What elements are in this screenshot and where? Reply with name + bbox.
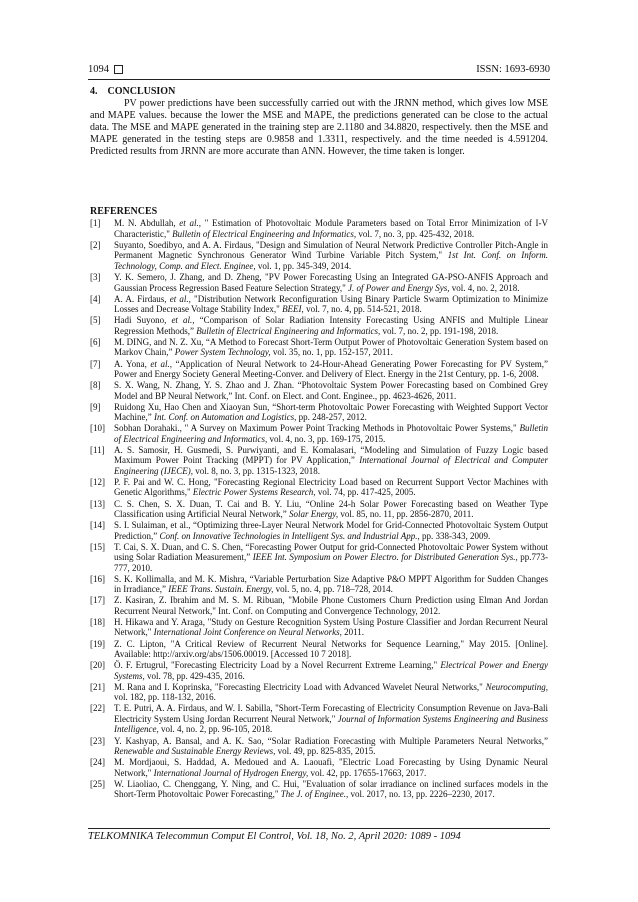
reference-segment: vol. 42, pp. 17655-17663, 2017.: [308, 767, 427, 778]
reference-number: [6]: [90, 336, 101, 347]
reference-text: [114, 402, 548, 423]
reference-number: [16]: [90, 573, 105, 584]
references-heading: REFERENCES: [90, 206, 158, 218]
reference-number: [14]: [90, 520, 105, 531]
page-header: [88, 61, 550, 77]
reference-number: [8]: [90, 380, 101, 391]
reference-text: [114, 315, 548, 336]
reference-number: [17]: [90, 595, 105, 606]
reference-number: [20]: [90, 660, 105, 671]
reference-item: [90, 779, 548, 800]
reference-source: International Journal of Electrical and Computer Engineering (IJECE),: [114, 455, 548, 476]
reference-number: [2]: [90, 240, 101, 251]
reference-segment: vol. 7, no. 4, pp. 514-521, 2018.: [303, 304, 422, 315]
reference-segment: A. A. Firdaus,: [114, 293, 170, 304]
reference-item: [90, 595, 548, 616]
reference-text: [114, 595, 548, 616]
reference-text: [114, 757, 548, 778]
reference-item: [90, 682, 548, 703]
reference-text: [114, 218, 548, 239]
reference-text: [114, 703, 548, 734]
reference-source: Electrical Power and Energy Systems,: [114, 660, 548, 681]
reference-source: International Joint Conference on Neural Networks,: [153, 627, 342, 638]
reference-item: [90, 272, 548, 293]
reference-segment: pp.773-777, 2010.: [114, 552, 548, 573]
references-list: [90, 218, 548, 799]
reference-segment: “Application of Neural Network to 24-Hour-Ahead Generating Power Forecasting for PV System,” Power and Energy Society General Meeting-Conver. and Delivery of Elect. Energy in the 21st Century, pp. 1-6, 2008.: [114, 358, 549, 379]
reference-number: [19]: [90, 638, 105, 649]
reference-text: [114, 423, 548, 444]
reference-source: J. of Power and Energy Sys,: [348, 282, 450, 293]
reference-segment: Ruidong Xu, Hao Chen and Xiaoyan Sun, “Short-term Photovoltaic Power Forecasting with Weighted Support Vector Machine,”: [114, 401, 548, 423]
header-divider: [88, 79, 550, 80]
reference-number: [12]: [90, 476, 105, 487]
reference-text: [114, 617, 548, 638]
reference-item: [90, 477, 548, 498]
reference-text: [114, 359, 548, 380]
reference-text: [114, 660, 548, 681]
reference-source: The J. of Enginee.,: [280, 789, 349, 800]
reference-text: [114, 240, 548, 271]
reference-number: [22]: [90, 703, 105, 714]
reference-text: [114, 520, 548, 541]
section-heading: [90, 86, 548, 97]
reference-item: [90, 736, 548, 757]
section-title: CONCLUSION: [107, 86, 176, 97]
reference-source: Neurocomputing,: [485, 681, 548, 692]
reference-segment: M. DING, and N. Z. Xu, “A Method to Forecast Short-Term Output Power of Photovoltaic Generation System based on Markov Chain,”: [114, 336, 548, 358]
reference-segment: pp. 248-257, 2012.: [296, 412, 367, 423]
reference-segment: M. Rana and I. Koprinska, "Forecasting Electricity Load with Advanced Wavelet Neural Networks,": [114, 681, 486, 692]
reference-number: [3]: [90, 272, 101, 283]
reference-source: et al.,: [169, 293, 191, 304]
reference-text: [114, 499, 548, 520]
reference-segment: M. Mordjaoui, S. Haddad, A. Medoued and A. Laouafi, "Electric Load Forecasting by Using Dynamic Neural Network,": [114, 757, 548, 778]
reference-segment: Y. Kashyap, A. Bansal, and A. K. Sao, “Solar Radiation Forecasting with Multiple Parameters Neural Networks,”: [114, 735, 548, 746]
reference-item: [90, 542, 548, 573]
reference-item: [90, 660, 548, 681]
reference-number: [4]: [90, 293, 101, 304]
reference-text: [114, 574, 548, 595]
main-content: [90, 84, 548, 800]
reference-segment: M. N. Abdullah,: [114, 218, 180, 229]
reference-segment: pp. 338-343, 2009.: [419, 530, 491, 541]
reference-source: Renewable and Sustainable Energy Reviews,: [114, 745, 276, 756]
reference-text: [114, 682, 548, 703]
reference-number: [15]: [90, 541, 105, 552]
footer-divider: [88, 828, 550, 829]
reference-source: IEEE Trans. Sustain. Energy,: [168, 584, 274, 595]
reference-segment: Suyanto, Soedibyo, and A. A. Firdaus, "Design and Simulation of Neural Network Predictive Controller Pitch-Angle in Permanent Magnetic Synchronous Generator Wind Turbine Variable Pitch System,": [114, 240, 548, 261]
reference-item: [90, 294, 548, 315]
reference-text: [114, 736, 548, 757]
reference-number: [7]: [90, 358, 101, 369]
reference-segment: vol. 2017, no. 13, pp. 2226–2230, 2017.: [348, 789, 495, 800]
reference-segment: W. Liaoliao, C. Chenggang, Y. Ning, and C. Hui, "Evaluation of solar irradiance on inclined surfaces models in the Short-Term Photovoltaic Power Forecasting,": [114, 778, 548, 800]
reference-item: [90, 639, 548, 660]
reference-segment: Ö. F. Ertugrul, "Forecasting Electricity Load by a Novel Recurrent Extreme Learning,": [114, 660, 441, 671]
reference-segment: vol. 4, no. 2, 2018.: [449, 282, 520, 293]
reference-source: BEEI,: [282, 304, 304, 315]
reference-item: [90, 218, 548, 239]
reference-item: [90, 617, 548, 638]
reference-item: [90, 499, 548, 520]
reference-text: [114, 639, 548, 660]
reference-segment: "Distribution Network Reconfiguration Using Binary Particle Swarm Optimization to Minimize Losses and Decrease Voltage Stability Index,": [114, 293, 548, 315]
reference-segment: Hadi Suyono,: [114, 315, 172, 326]
reference-segment: Z. Kasiran, Z. Ibrahim and M. S. M. Ribuan, "Mobile Phone Customers Churn Prediction using Elman And Jordan Recurrent Neural Network," Int. Conf. on Computing and Convergence Technology, 2012.: [114, 595, 548, 616]
reference-segment: T. Cai, S. X. Duan, and C. S. Chen, “Forecasting Power Output for grid-Connected Photovoltaic Power System without using Solar Radiation Measurement,”: [114, 541, 548, 563]
reference-segment: S. I. Sulaiman, et al., “Optimizing three-Layer Neural Network Model for Grid-Connected Photovoltaic System Output Prediction,”: [114, 520, 548, 541]
reference-segment: P. F. Pai and W. C. Hong, "Forecasting Regional Electricity Load based on Recurrent Support Vector Machines with Genetic Algorithms,": [114, 476, 548, 498]
reference-segment: vol. 49, pp. 825-835, 2015.: [275, 745, 376, 756]
reference-item: [90, 240, 548, 271]
page-number: 1094: [88, 63, 109, 75]
reference-text: [114, 779, 548, 800]
header-left: [88, 64, 123, 75]
reference-number: [9]: [90, 401, 101, 412]
reference-segment: S. K. Kollimalla, and M. K. Mishra, “Variable Perturbation Size Adaptive P&O MPPT Algorithm for Sudden Changes in Irradiance,”: [114, 573, 548, 595]
reference-item: [90, 337, 548, 358]
reference-source: et al.,: [171, 315, 195, 326]
reference-segment: vol. 7, no. 3, pp. 425-432, 2018.: [356, 228, 475, 239]
reference-number: [10]: [90, 423, 105, 434]
reference-item: [90, 315, 548, 336]
section-number: 4.: [90, 86, 98, 97]
reference-segment: vol. 4, no. 3, pp. 169-175, 2015.: [267, 433, 386, 444]
reference-segment: vol. 4, no. 2, pp. 96-105, 2018.: [158, 724, 273, 735]
reference-segment: Sobhan Dorahaki., " A Survey on Maximum Power Point Tracking Methods in Photovoltaic Power Systems,": [114, 423, 520, 434]
reference-source: 1st Int. Conf. on Inform. Technology, Comp. and Elect. Enginee,: [114, 250, 548, 271]
reference-number: [18]: [90, 617, 105, 628]
reference-source: Power System Technology,: [174, 347, 271, 358]
reference-segment: vol. 78, pp. 429-435, 2016.: [144, 670, 245, 681]
reference-item: [90, 380, 548, 401]
reference-segment: vol. 74, pp. 417-425, 2005.: [315, 487, 416, 498]
reference-segment: “Comparison of Solar Radiation Intensity Forecasting Using ANFIS and Multiple Linear Regression Methods,”: [114, 315, 548, 336]
reference-source: Int. Conf. on Automation and Logistics,: [153, 412, 297, 423]
reference-source: Electric Power Systems Research,: [192, 487, 316, 498]
reference-source: et al.,: [179, 218, 201, 229]
reference-segment: vol. 85, no. 11, pp. 2856-2870, 2011.: [338, 509, 474, 519]
reference-item: [90, 520, 548, 541]
reference-item: [90, 574, 548, 595]
page-footer: TELKOMNIKA Telecommun Comput El Control, Vol. 18, No. 2, April 2020: 1089 - 1094: [88, 831, 461, 842]
reference-segment: A. Yona,: [114, 358, 151, 369]
reference-segment: " Estimation of Photovoltaic Module Parameters based on Total Error Minimization of I-V Characteristic,": [114, 218, 548, 239]
reference-number: [5]: [90, 315, 101, 326]
reference-text: [114, 477, 548, 498]
reference-segment: vol. 35, no. 1, pp. 152-157, 2011.: [270, 347, 393, 358]
reference-text: [114, 294, 548, 315]
reference-segment: vol. 8, no. 3, pp. 1315-1323, 2018.: [192, 465, 320, 476]
reference-text: [114, 542, 548, 573]
reference-segment: A. S. Samosir, H. Gusmedi, S. Purwiyanti, and E. Komalasari, “Modeling and Simulation of Fuzzy Logic based Maximum Power Point Tracking (MPPT) for PV Application,”: [114, 444, 548, 466]
reference-segment: vol. 182, pp. 118-132, 2016.: [114, 692, 216, 703]
reference-item: [90, 703, 548, 734]
reference-number: [23]: [90, 735, 105, 746]
reference-segment: vol. 1, pp. 345-349, 2014.: [255, 260, 352, 271]
reference-number: [1]: [90, 218, 101, 229]
reference-number: [25]: [90, 778, 105, 789]
reference-number: [21]: [90, 681, 105, 692]
reference-item: [90, 757, 548, 778]
reference-item: [90, 423, 548, 444]
reference-segment: S. X. Wang, N. Zhang, Y. S. Zhao and J. Zhan. “Photovoltaic System Power Forecasting based on Combined Grey Model and BP Neural Network,” Int. Conf. on Elect. and Cont. Enginee., pp. 4623-4626, 2011.: [114, 380, 548, 401]
reference-source: Solar Energy,: [288, 509, 339, 519]
reference-text: [114, 380, 548, 401]
conclusion-paragraph: PV power predictions have been successfully carried out with the JRNN method, which gives low MSE and MAPE values. because the lower the MSE and MAPE, the predictions generated can be close to the actual data. The MSE and MAPE generated in the training step are 2.1180 and 34.8820, respectively. then the MSE and MAPE generated in the testing steps are 0.9858 and 1.3311, respectively. and the time needed is 4.591204. Predicted results from JRNN are more accurate than ANN. However, the time taken is longer.: [90, 98, 548, 158]
reference-segment: 2011.: [341, 627, 364, 638]
reference-item: [90, 445, 548, 476]
reference-source: International Journal of Hydrogen Energy,: [153, 767, 309, 778]
reference-source: Conf. on Innovative Technologies in Intelligent Sys. and Industrial App.,: [159, 530, 420, 541]
reference-number: [13]: [90, 498, 105, 509]
issn: ISSN: 1693-6930: [476, 63, 550, 75]
reference-source: Bulletin of Electrical Engineering and Informatics,: [196, 325, 381, 336]
reference-segment: H. Hikawa and Y. Araga, "Study on Gesture Recognition System Using Posture Classifier and Jordan Recurrent Neural Network,": [114, 617, 548, 638]
reference-source: Bulletin of Electrical Engineering and Informatics,: [114, 423, 548, 444]
reference-number: [11]: [90, 444, 105, 455]
reference-segment: vol. 7, no. 2, pp. 191-198, 2018.: [380, 325, 499, 336]
reference-segment: Y. K. Semero, J. Zhang, and D. Zheng, "PV Power Forecasting Using an Integrated GA-PSO-ANFIS Approach and Gaussian Process Regression Based Feature Selection Strategy,": [114, 272, 548, 293]
reference-number: [24]: [90, 757, 105, 768]
reference-source: Journal of Information Systems Engineering and Business Intelligence,: [114, 713, 548, 735]
reference-source: Bulletin of Electrical Engineering and Informatics,: [172, 228, 357, 239]
reference-source: et al.,: [150, 358, 172, 369]
reference-text: [114, 445, 548, 476]
reference-text: [114, 337, 548, 358]
reference-segment: vol. 5, no. 4, pp. 718–728, 2014.: [273, 584, 393, 595]
reference-source: IEEE Int. Symposium on Power Electro. for Distributed Generation Sys.,: [252, 552, 518, 563]
reference-text: [114, 272, 548, 293]
square-icon: [114, 65, 123, 74]
reference-item: [90, 402, 548, 423]
reference-segment: Z. C. Lipton, "A Critical Review of Recurrent Neural Networks for Sequence Learning," May 2015. [Online]. Available: http://arxiv.org/abs/1506.00019. [Accessed 10 7 2018].: [114, 638, 548, 660]
reference-segment: T. E. Putri, A. A. Firdaus, and W. I. Sabilla, "Short-Term Forecasting of Electricity Consumption Revenue on Java-Bali Electricity System Using Jordan Recurrent Neural Network,": [114, 703, 548, 724]
reference-segment: C. S. Chen, S. X. Duan, T. Cai and B. Y. Liu, “Online 24-h Solar Power Forecasting based on Weather Type Classification using Artificial Neural Network,”: [114, 498, 548, 519]
reference-item: [90, 359, 548, 380]
